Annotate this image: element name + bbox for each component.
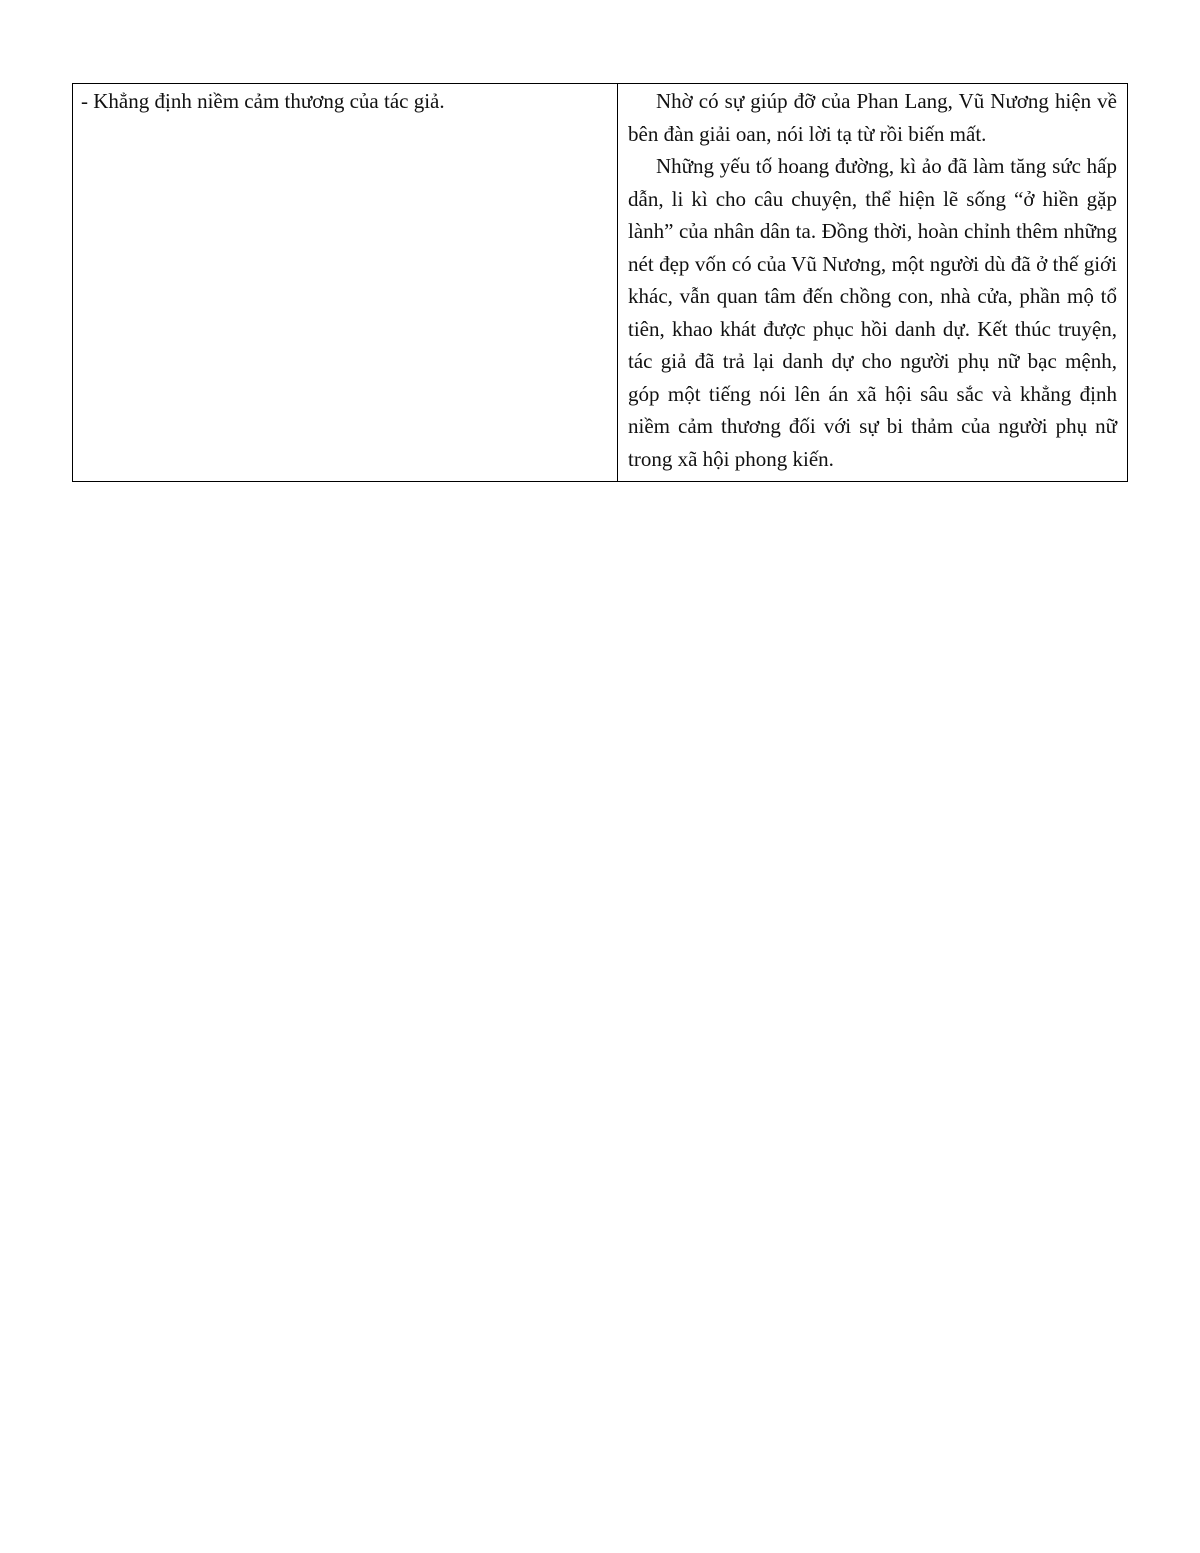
right-paragraph: Những yếu tố hoang đường, kì ảo đã làm tăng sức hấp dẫn, li kì cho câu chuyện, thể hiện lẽ sống “ở hiền gặp lành” của nhân dân ta. Đồng thời, hoàn chỉnh thêm những nét đẹp vốn có của Vũ Nương, một người dù đã ở thế giới khác, vẫn quan tâm đến chồng con, nhà cửa, phần mộ tổ tiên, khao khát được phục hồi danh dự. Kết thúc truyện, tác giả đã trả lại danh dự cho người phụ nữ bạc mệnh, góp một tiếng nói lên án xã hội sâu sắc và khẳng định niềm cảm thương đối với sự bi thảm của người phụ nữ trong xã hội phong kiến.	[628, 154, 1117, 471]
right-paragraph: Nhờ có sự giúp đỡ của Phan Lang, Vũ Nương hiện về bên đàn giải oan, nói lời tạ từ rồi biến mất.	[628, 89, 1117, 146]
left-cell-text: - Khẳng định niềm cảm thương của tác giả.	[81, 89, 445, 113]
left-cell	[73, 84, 618, 482]
right-cell	[618, 84, 1128, 482]
table-row	[73, 84, 1128, 482]
content-table	[72, 83, 1128, 482]
